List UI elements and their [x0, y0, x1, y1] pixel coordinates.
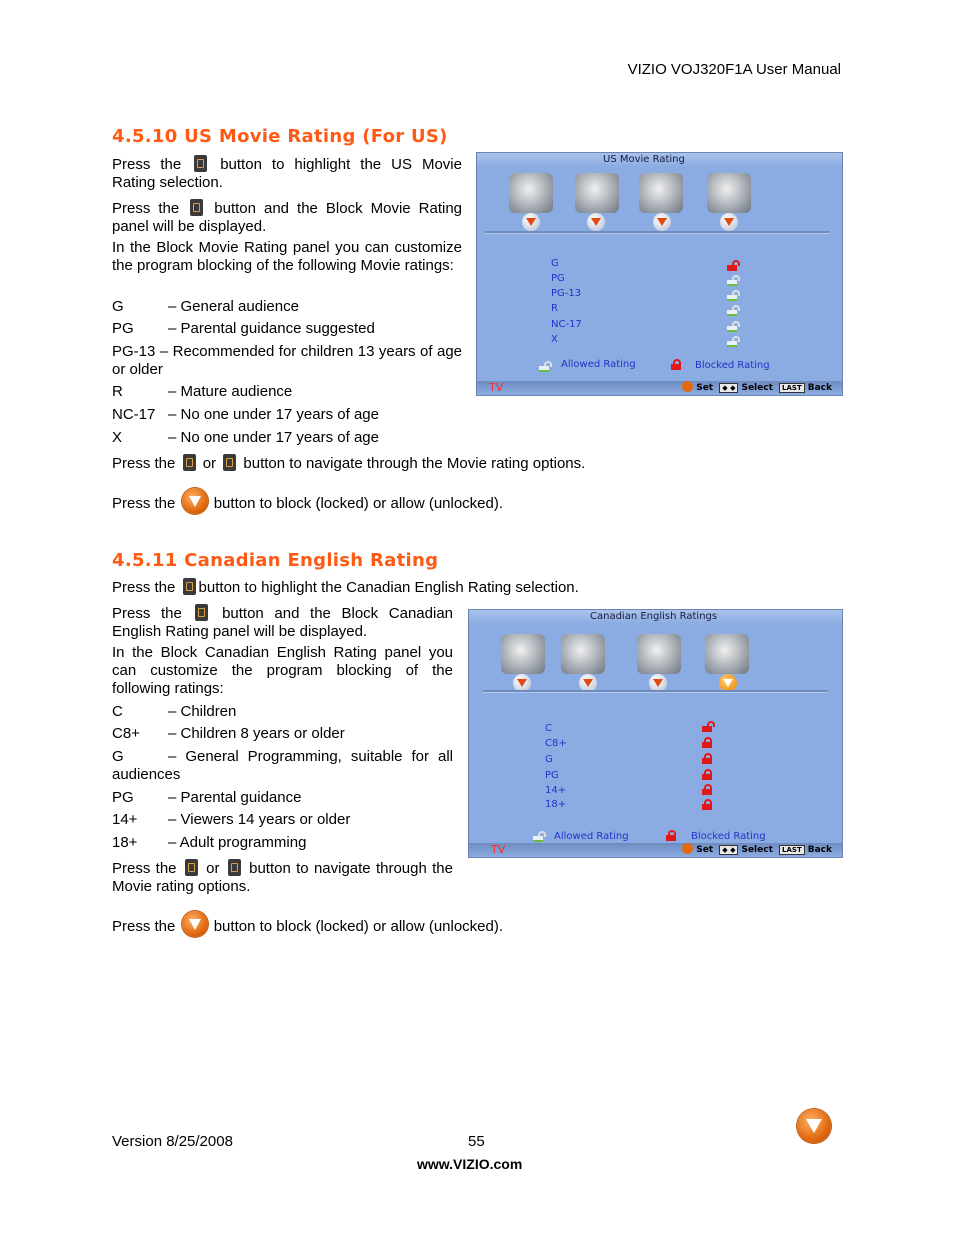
rating-def-pg-ca: PG – Parental guidance	[112, 789, 302, 806]
paragraph-open-panel-us: Press the button and the Block Movie Rating panel will be displayed.	[112, 200, 463, 235]
rating-def-c: C – Children	[112, 703, 237, 720]
volume-right-button-icon	[190, 199, 203, 216]
v-button-icon	[682, 381, 693, 392]
unlock-icon[interactable]	[727, 290, 737, 301]
lock-icon[interactable]	[702, 737, 712, 748]
last-key-icon: LAST	[779, 383, 805, 393]
rating-def-r: R – Mature audience	[112, 383, 293, 400]
paragraph-open-panel-ca: Press the button and the Block Canadian English Rating panel will be displayed.	[112, 605, 453, 640]
down-arrow-icon	[522, 213, 540, 231]
rating-def-18: 18+ – Adult programming	[112, 834, 307, 851]
rating-def-14: 14+ – Viewers 14 years or older	[112, 811, 351, 828]
v-button-icon	[682, 843, 693, 854]
audio-icon	[575, 173, 619, 213]
lock-icon[interactable]	[702, 784, 712, 795]
rating-def-g: G – General audience	[112, 298, 299, 315]
tv-picture-icon	[509, 173, 553, 213]
lock-legend-icon	[671, 359, 681, 370]
blocked-rating-legend: Blocked Rating	[695, 360, 770, 371]
vizio-v-button-icon	[182, 488, 208, 514]
blocked-rating-legend: Blocked Rating	[691, 831, 766, 842]
paragraph-navigate-us: Press the or button to navigate through the Movie rating options.	[112, 455, 586, 472]
volume-right-button-icon	[195, 604, 208, 621]
allowed-rating-legend: Allowed Rating	[554, 831, 629, 842]
rating-def-nc17: NC-17 – No one under 17 years of age	[112, 406, 379, 423]
paragraph-highlight-ca: Press the button to highlight the Canadian English Rating selection.	[112, 579, 579, 596]
screen-title: Canadian English Ratings	[469, 610, 842, 624]
channel-up-button-icon	[183, 454, 196, 471]
lock-legend-icon	[666, 830, 676, 841]
satellite-dish-icon	[637, 634, 681, 674]
rating-item-pg13[interactable]: PG-13	[551, 288, 582, 299]
rating-item-pg[interactable]: PG	[551, 273, 565, 284]
rating-def-g-ca: G – General Programming, suitable for all audiences	[112, 748, 453, 783]
rating-item-c[interactable]: C	[545, 723, 552, 734]
rating-def-c8: C8+ – Children 8 years or older	[112, 725, 345, 742]
rating-item-g[interactable]: G	[545, 754, 553, 765]
down-arrow-icon	[720, 213, 738, 231]
unlock-icon[interactable]	[727, 305, 737, 316]
section-heading-us-movie-rating: 4.5.10 US Movie Rating (For US)	[112, 126, 448, 147]
satellite-dish-icon	[639, 173, 683, 213]
last-key-icon: LAST	[779, 845, 805, 855]
allowed-rating-legend: Allowed Rating	[561, 359, 636, 370]
control-hints: Set ◆ ◆ Select LAST Back	[682, 381, 832, 395]
unlock-icon[interactable]	[702, 721, 712, 732]
tv-picture-icon	[501, 634, 545, 674]
rating-item-g[interactable]: G	[551, 258, 559, 269]
rating-def-pg13: PG-13 – Recommended for children 13 years of age or older	[112, 343, 463, 378]
unlock-icon[interactable]	[727, 336, 737, 347]
rating-def-pg: PG – Parental guidance suggested	[112, 320, 375, 337]
unlock-legend-icon	[539, 361, 549, 372]
page-number: 55	[468, 1133, 485, 1150]
paragraph-customize-us: In the Block Movie Rating panel you can customize the program blocking of the following Movie ratings:	[112, 239, 462, 274]
paragraph-customize-ca: In the Block Canadian English Rating panel you can customize the program blocking of the following ratings:	[112, 644, 453, 697]
screen-footer	[469, 843, 842, 857]
channel-up-button-icon	[185, 859, 198, 876]
paragraph-navigate-ca: Press the or button to navigate through the Movie rating options.	[112, 860, 453, 895]
rating-item-c8[interactable]: C8+	[545, 738, 567, 749]
wrench-setup-icon	[705, 634, 749, 674]
channel-down-button-icon	[228, 859, 241, 876]
arrow-keys-icon: ◆ ◆	[719, 383, 738, 393]
input-source-label: TV	[489, 381, 504, 394]
unlock-icon[interactable]	[727, 321, 737, 332]
lock-icon[interactable]	[702, 769, 712, 780]
unlock-icon[interactable]	[727, 275, 737, 286]
rating-item-14[interactable]: 14+	[545, 785, 567, 796]
lock-icon[interactable]	[702, 799, 712, 810]
down-arrow-icon	[653, 213, 671, 231]
unlock-icon[interactable]	[727, 260, 737, 271]
audio-icon	[561, 634, 605, 674]
control-hints: Set ◆ ◆ Select LAST Back	[682, 843, 832, 857]
rating-item-r[interactable]: R	[551, 303, 558, 314]
input-source-label: TV	[491, 843, 506, 856]
us-movie-rating-screen	[476, 152, 843, 396]
rating-item-x[interactable]: X	[551, 334, 558, 345]
unlock-legend-icon	[533, 831, 543, 842]
arrow-keys-icon: ◆ ◆	[719, 845, 738, 855]
rating-def-x: X – No one under 17 years of age	[112, 429, 379, 446]
vizio-v-button-icon	[182, 911, 208, 937]
rating-item-nc17[interactable]: NC-17	[551, 319, 582, 330]
version-label: Version 8/25/2008	[112, 1133, 233, 1150]
down-arrow-icon	[587, 213, 605, 231]
section-heading-canadian-english: 4.5.11 Canadian English Rating	[112, 550, 439, 571]
wrench-setup-icon	[707, 173, 751, 213]
channel-down-button-icon	[194, 155, 207, 172]
website-link[interactable]: www.VIZIO.com	[417, 1156, 523, 1172]
vizio-logo-icon	[797, 1109, 831, 1143]
screen-footer	[477, 381, 842, 395]
canadian-english-rating-screen	[468, 609, 843, 858]
paragraph-highlight-us: Press the button to highlight the US Movie Rating selection.	[112, 156, 462, 191]
paragraph-block-ca: Press the button to block (locked) or allow (unlocked).	[112, 911, 672, 937]
manual-title: VIZIO VOJ320F1A User Manual	[627, 61, 841, 78]
lock-icon[interactable]	[702, 753, 712, 764]
channel-down-button-icon	[223, 454, 236, 471]
divider	[485, 231, 830, 234]
rating-item-18[interactable]: 18+	[545, 799, 567, 810]
channel-down-button-icon	[183, 578, 196, 595]
paragraph-block-us: Press the button to block (locked) or allow (unlocked).	[112, 488, 672, 514]
rating-item-pg[interactable]: PG	[545, 770, 559, 781]
screen-title: US Movie Rating	[477, 153, 842, 167]
divider	[483, 690, 828, 693]
